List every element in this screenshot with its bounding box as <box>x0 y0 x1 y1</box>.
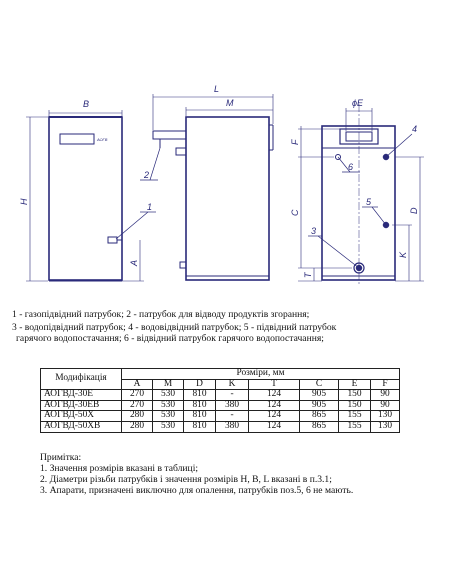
side-view <box>140 94 273 280</box>
dim-label-f: F <box>290 139 300 145</box>
dim-label-c: C <box>290 209 300 216</box>
column-header: E <box>339 379 371 390</box>
cell: 865 <box>300 421 339 432</box>
column-header: D <box>184 379 216 390</box>
cell: 155 <box>339 411 371 422</box>
legend-line: гарячого водопостачання; 6 - відвідний патрубок гарячого водопостачання; <box>16 333 324 344</box>
cell: 380 <box>216 400 249 411</box>
column-header: F <box>371 379 400 390</box>
cell: 530 <box>153 421 184 432</box>
callout-6: 6 <box>348 162 354 172</box>
cell: 865 <box>300 411 339 422</box>
front-view <box>26 110 156 281</box>
cell: 280 <box>122 421 153 432</box>
column-header: T <box>249 379 300 390</box>
cell: 905 <box>300 400 339 411</box>
note-item: 1. Значення розмірів вказані в таблиці; <box>40 463 199 474</box>
callout-3: 3 <box>311 226 317 236</box>
cell: 530 <box>153 390 184 401</box>
cell: 810 <box>184 390 216 401</box>
notes <box>40 452 445 496</box>
table-row <box>41 421 400 432</box>
legend <box>12 309 442 344</box>
dim-label-a: A <box>129 259 139 266</box>
dim-label-h: H <box>19 198 29 205</box>
cell: 380 <box>216 421 249 432</box>
cell: 130 <box>371 411 400 422</box>
cell: 810 <box>184 421 216 432</box>
cell: 270 <box>122 400 153 411</box>
cell: 155 <box>339 421 371 432</box>
dim-label-t: T <box>303 272 313 278</box>
column-header: C <box>300 379 339 390</box>
note-item: 2. Діаметри різьби патрубків і значення розмірів H, B, L вказані в п.3.1; <box>40 474 332 485</box>
table-row <box>41 400 400 411</box>
cell: 280 <box>122 411 153 422</box>
notes-title: Примітка: <box>40 452 82 463</box>
column-header: A <box>122 379 153 390</box>
callout-5: 5 <box>366 197 372 207</box>
dim-label-m: M <box>226 98 234 108</box>
cell: - <box>216 411 249 422</box>
cell: 90 <box>371 390 400 401</box>
column-header: M <box>153 379 184 390</box>
cell: 810 <box>184 411 216 422</box>
callout-4: 4 <box>412 124 418 134</box>
cell: 90 <box>371 400 400 411</box>
dim-label-l: L <box>214 84 220 94</box>
table-row <box>41 411 400 422</box>
dimensions-table <box>40 368 400 433</box>
cell-modification: АОГВД-50ХВ <box>41 421 122 432</box>
cell: 124 <box>249 411 300 422</box>
dim-label-e: ϕE <box>352 98 364 108</box>
dim-label-d: D <box>409 207 419 214</box>
header-modification: Модифікація <box>41 369 122 390</box>
table-header-row <box>41 369 400 380</box>
header-sizes: Розміри, мм <box>122 369 400 380</box>
cell: 905 <box>300 390 339 401</box>
cell: 530 <box>153 411 184 422</box>
cell: 124 <box>249 390 300 401</box>
cell: 150 <box>339 400 371 411</box>
cell: 124 <box>249 400 300 411</box>
cell: 124 <box>249 421 300 432</box>
callout-2: 2 <box>144 170 150 180</box>
cell-modification: АОГВД-50Х <box>41 411 122 422</box>
legend-line: 1 - газопідвідний патрубок; 2 - патрубок для відводу продуктів згорання; <box>12 309 310 320</box>
cell: 270 <box>122 390 153 401</box>
cell: 530 <box>153 400 184 411</box>
table-row <box>41 390 400 401</box>
column-header: K <box>216 379 249 390</box>
note-item: 3. Апарати, призначені виключно для опалення, патрубків поз.5, 6 не мають. <box>40 485 354 496</box>
callout-1: 1 <box>147 202 153 212</box>
legend-line: 3 - водопідвідний патрубок; 4 - водовідвідний патрубок; 5 - підвідний патрубок <box>12 322 337 333</box>
dim-label-b: B <box>83 99 90 109</box>
cell: 130 <box>371 421 400 432</box>
cell-modification: АОГВД-30ЕВ <box>41 400 122 411</box>
cell: 810 <box>184 400 216 411</box>
dim-label-k: K <box>398 251 408 258</box>
cell: - <box>216 390 249 401</box>
plate-text: АОГВ <box>97 137 108 142</box>
cell-modification: АОГВД-30Е <box>41 390 122 401</box>
cell: 150 <box>339 390 371 401</box>
